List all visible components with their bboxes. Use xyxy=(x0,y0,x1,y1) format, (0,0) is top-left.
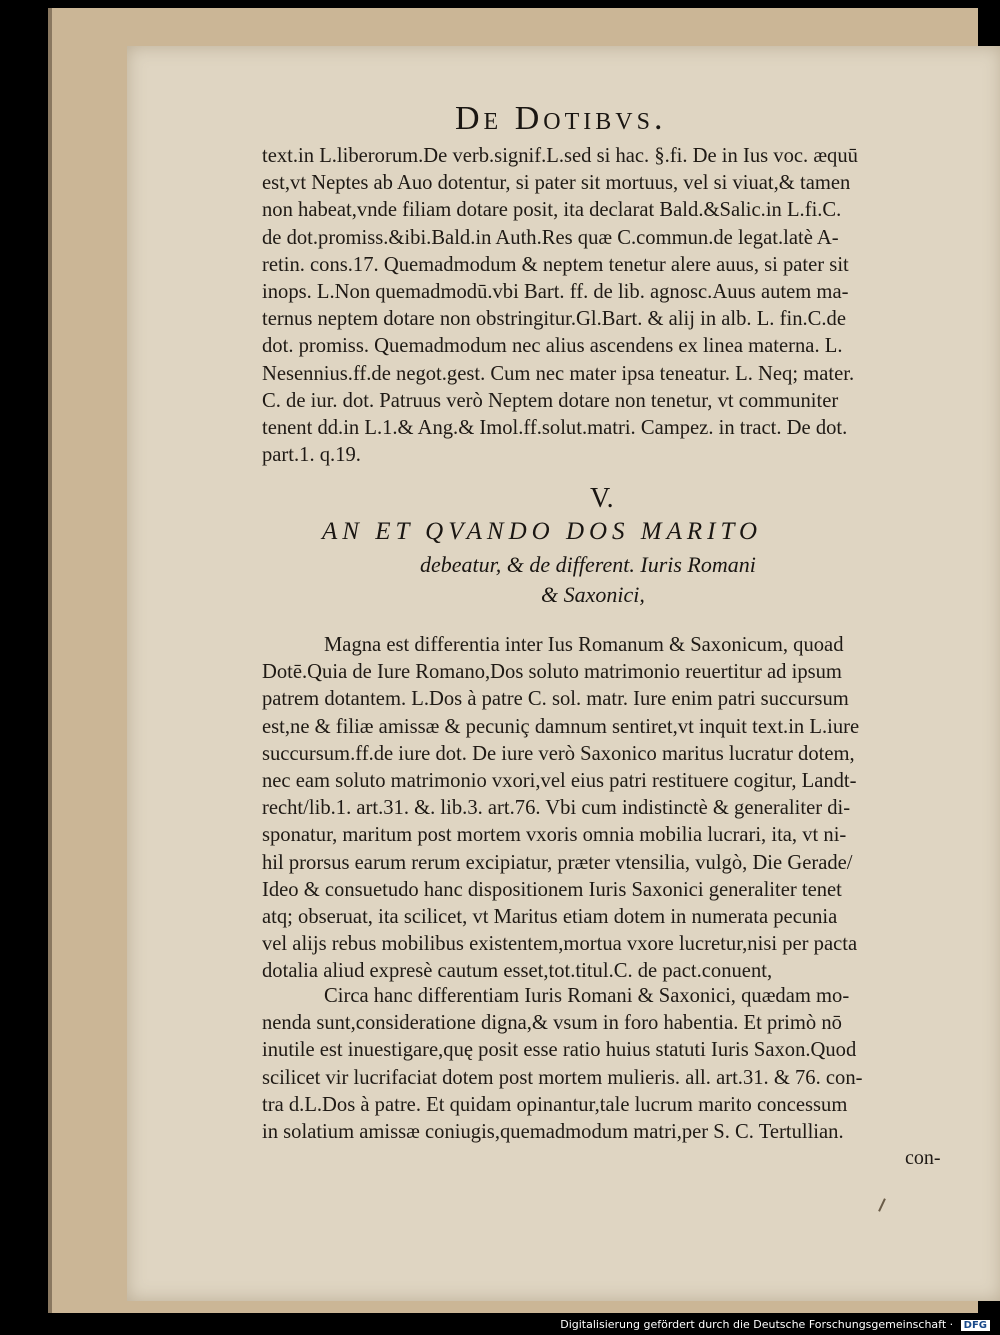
text-line: patrem dotantem. L.Dos à patre C. sol. matr. Iure enim patri succursum xyxy=(262,688,849,711)
text-line: de dot.promiss.&ibi.Bald.in Auth.Res quæ C.commun.de legat.latè A- xyxy=(262,226,839,249)
text-line: vel alijs rebus mobilibus existentem,mortua vxore lucretur,nisi per pacta xyxy=(262,933,858,956)
text-line: sponatur, maritum post mortem vxoris omnia mobilia lucrari, ita, vt ni- xyxy=(262,824,847,847)
text-line: retin. cons.17. Quemadmodum & neptem tenetur alere auus, si pater sit xyxy=(262,253,849,276)
text-line: dotalia aliud expresè cautum esset,tot.titul.C. de pact.conuent, xyxy=(262,960,773,983)
section-title-line-2: debeatur, & de different. Iuris Romani xyxy=(420,552,756,577)
text-line: Dotē.Quia de Iure Romano,Dos soluto matrimonio reuertitur ad ipsum xyxy=(262,661,842,684)
text-line: scilicet vir lucrifaciat dotem post mortem mulieris. all. art.31. & 76. con- xyxy=(262,1066,863,1089)
text-line: part.1. q.19. xyxy=(262,444,361,467)
section-title-line-1: AN ET QVANDO DOS MARITO xyxy=(322,518,762,545)
footer-text: Digitalisierung gefördert durch die Deutsche Forschungsgemeinschaft · xyxy=(560,1318,954,1331)
text-block-2 xyxy=(262,632,952,986)
section-number: V. xyxy=(590,483,614,514)
text-line: hil prorsus earum rerum excipiatur, præter vtensilia, vulgò, Die Gerade/ xyxy=(262,851,853,874)
catchword: con- xyxy=(905,1147,941,1169)
text-line: nec eam soluto matrimonio vxori,vel eius patri restituere cogitur, Landt- xyxy=(262,770,857,793)
text-line: est,ne & filiæ amissæ & pecuniç damnum sentiret,vt inquit text.in L.iure xyxy=(262,715,860,738)
text-line: in solatium amissæ coniugis,quemadmodum matri,per S. C. Tertullian. xyxy=(262,1121,844,1144)
text-line: Magna est differentia inter Ius Romanum & Saxonicum, quoad xyxy=(324,634,844,656)
text-block-1 xyxy=(262,143,952,469)
running-header: De Dotibvs. xyxy=(455,100,667,137)
text-line: Ideo & consuetudo hanc dispositionem Iuris Saxonici generaliter tenet xyxy=(262,878,842,901)
text-line: Nesennius.ff.de negot.gest. Cum nec mater ipsa teneatur. L. Neq; mater. xyxy=(262,362,855,385)
text-line: inops. L.Non quemadmodū.vbi Bart. ff. de lib. agnosc.Auus autem ma- xyxy=(262,281,849,304)
footer-credit xyxy=(560,1318,990,1331)
text-line: tenent dd.in L.1.& Ang.& Imol.ff.solut.matri. Campez. in tract. De dot. xyxy=(262,417,848,440)
section-title-line-3: & Saxonici, xyxy=(541,582,645,607)
text-line: nenda sunt,consideratione digna,& vsum in foro habentia. Et primò nō xyxy=(262,1012,842,1035)
text-line: succursum.ff.de iure dot. De iure verò Saxonico maritus lucratur dotem, xyxy=(262,742,855,765)
text-block-3 xyxy=(262,983,952,1146)
text-line: recht/lib.1. art.31. &. lib.3. art.76. Vbi cum indistinctè & generaliter di- xyxy=(262,797,851,820)
text-line: ternus neptem dotare non obstringitur.Gl.Bart. & alij in alb. L. fin.C.de xyxy=(262,308,846,331)
text-line: text.in L.liberorum.De verb.signif.L.sed si hac. §.fi. De in Ius voc. æquū xyxy=(262,145,858,167)
text-line: Circa hanc differentiam Iuris Romani & Saxonici, quædam mo- xyxy=(324,985,850,1007)
text-line: est,vt Neptes ab Auo dotentur, si pater sit mortuus, vel si viuat,& tamen xyxy=(262,172,851,195)
text-line: tra d.L.Dos à patre. Et quidam opinantur,tale lucrum marito concessum xyxy=(262,1093,848,1116)
text-line: dot. promiss. Quemadmodum nec alius ascendens ex linea materna. L. xyxy=(262,335,843,358)
text-line: inutile est inuestigare,quę posit esse ratio huius statuti Iuris Saxon.Quod xyxy=(262,1039,857,1062)
dfg-logo: DFG xyxy=(961,1320,990,1331)
text-line: atq; obseruat, ita scilicet, vt Maritus etiam dotem in numerata pecunia xyxy=(262,906,838,929)
text-line: non habeat,vnde filiam dotare posit, ita declarat Bald.&Salic.in L.fi.C. xyxy=(262,199,842,222)
text-line: C. de iur. dot. Patruus verò Neptem dotare non tenetur, vt communiter xyxy=(262,389,839,412)
